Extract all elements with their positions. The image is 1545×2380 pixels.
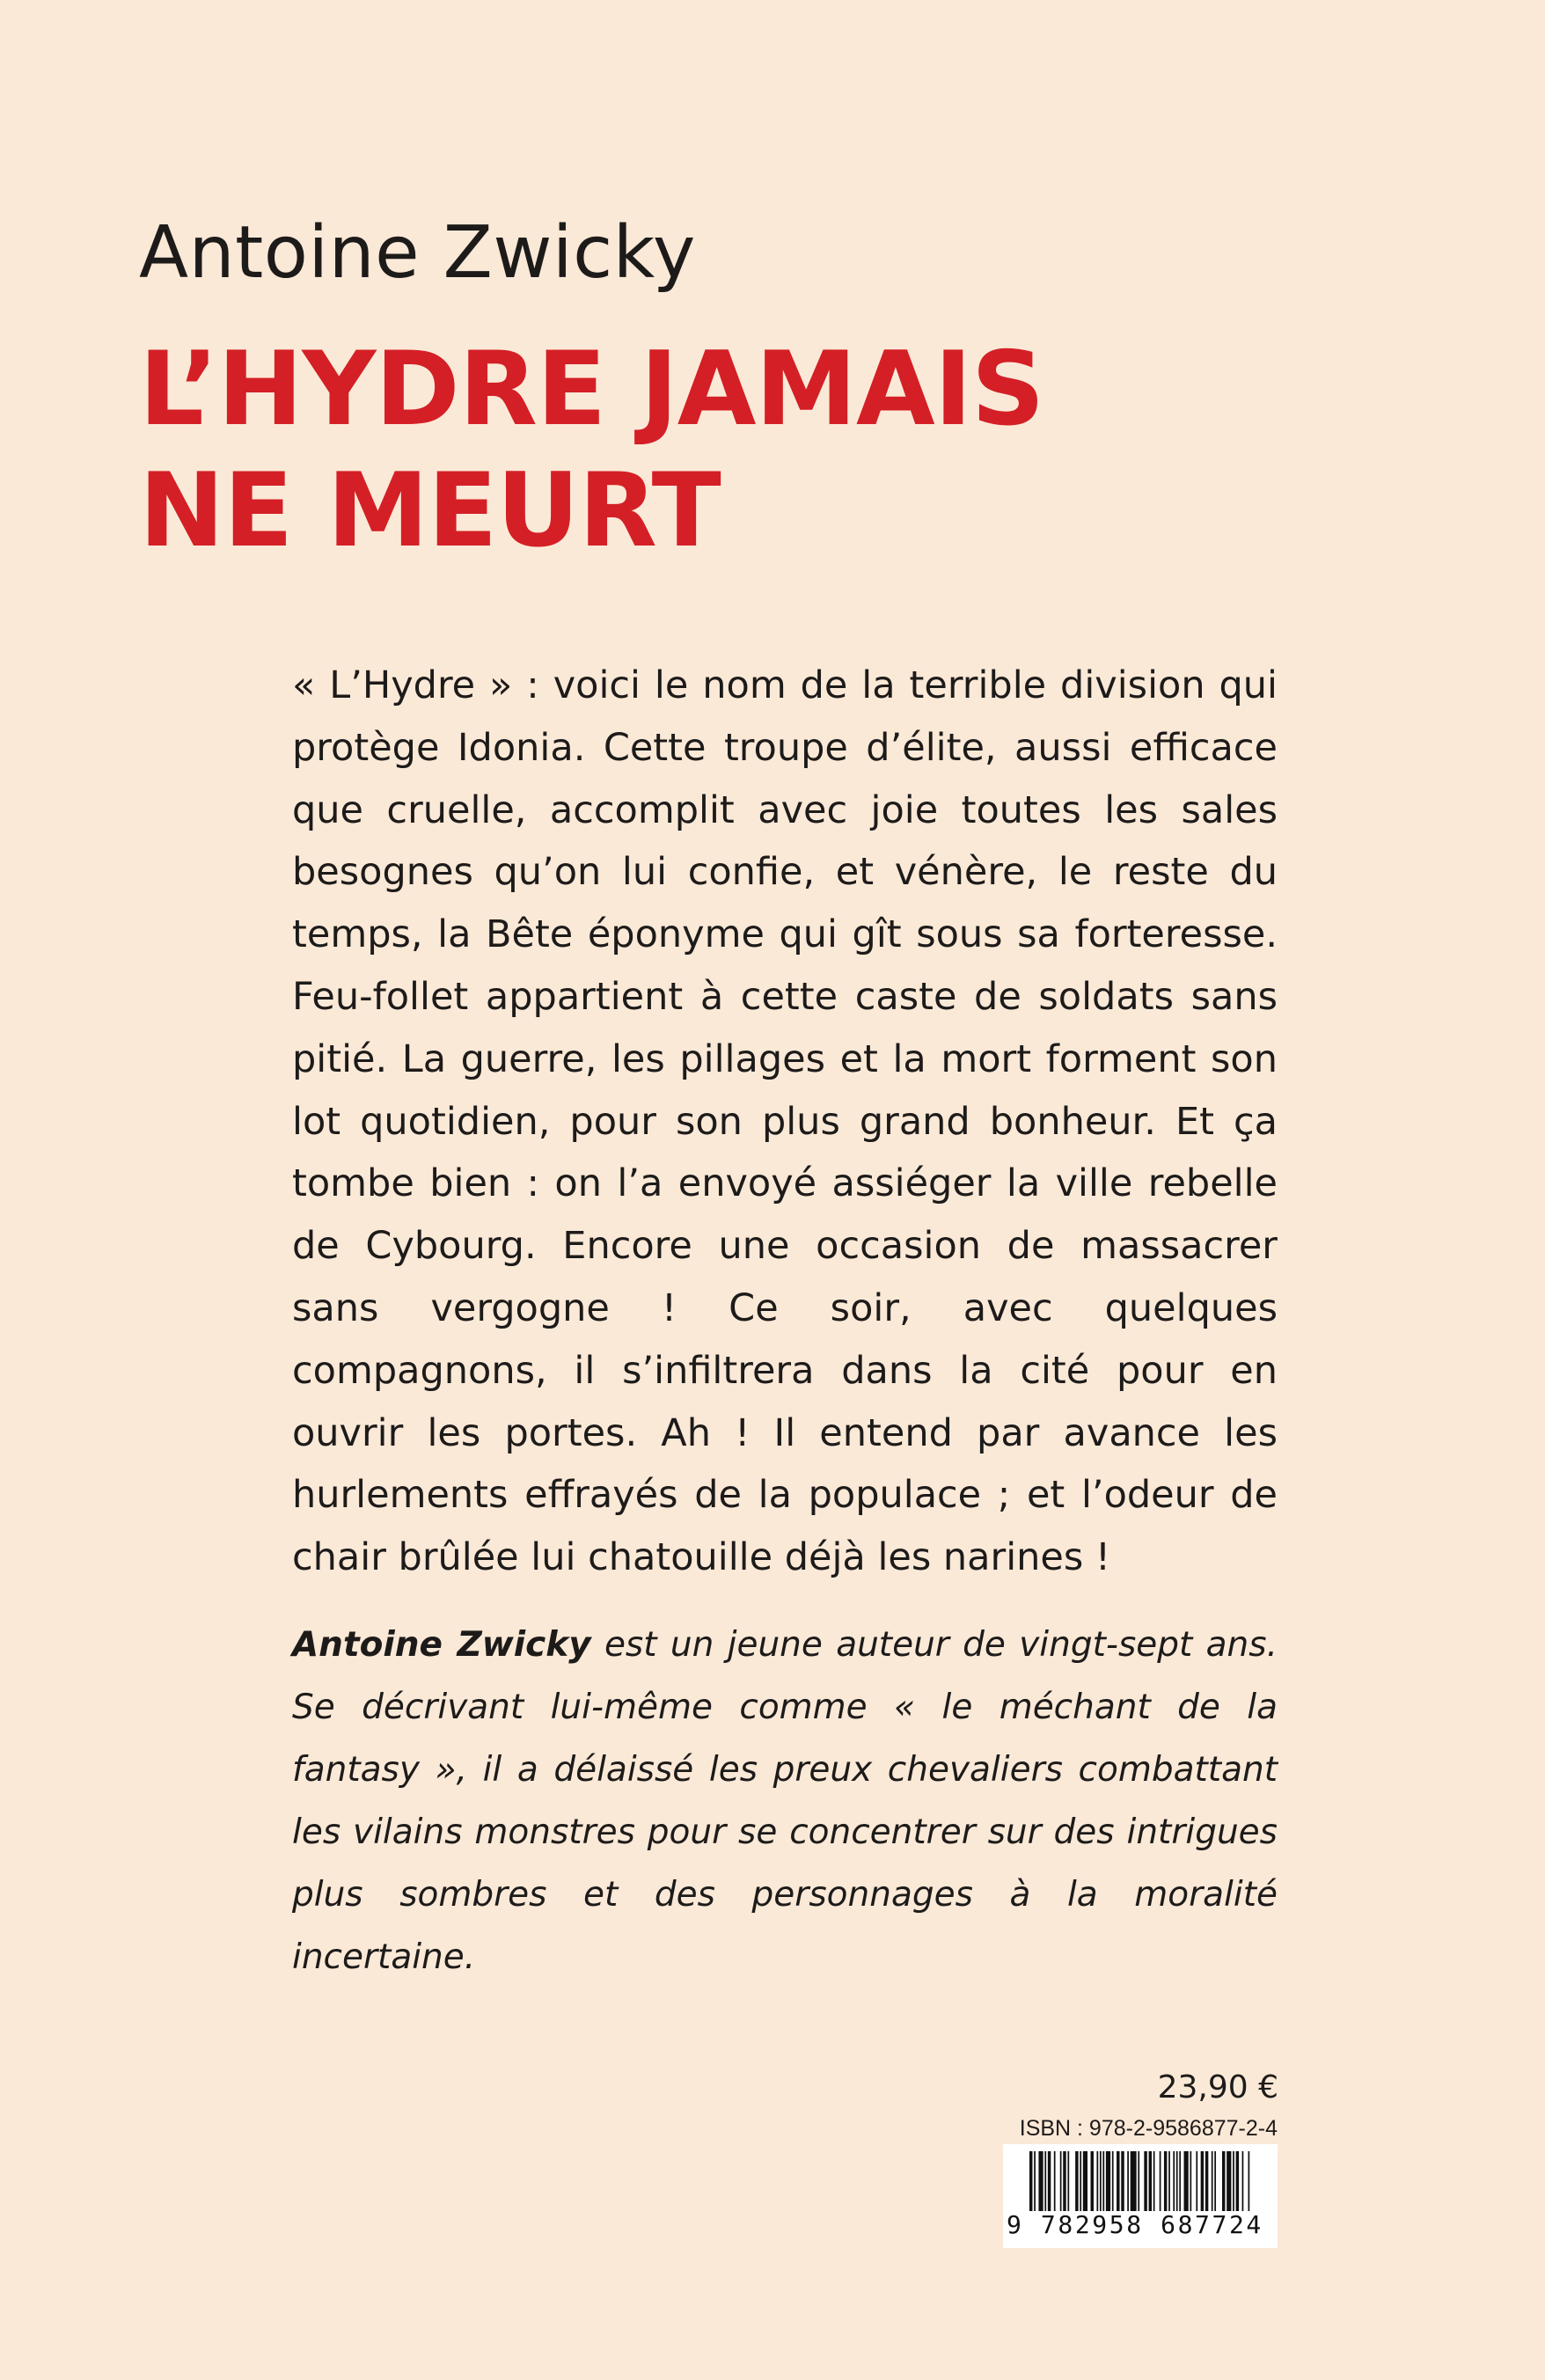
- author-name: Antoine Zwicky: [139, 211, 696, 295]
- barcode-bar: [1112, 2151, 1114, 2211]
- barcode-bar: [1054, 2151, 1056, 2211]
- barcode-bar: [1205, 2151, 1208, 2211]
- barcode-bar: [1091, 2151, 1094, 2211]
- barcode-bar: [1176, 2151, 1178, 2211]
- barcode-bar: [1029, 2151, 1032, 2211]
- barcode-bar: [1102, 2151, 1104, 2211]
- author-bio: [292, 1614, 1278, 1988]
- barcode-bar: [1184, 2151, 1189, 2211]
- barcode-digits: 9 782958 687724: [1007, 2210, 1263, 2239]
- barcode: [1003, 2144, 1278, 2248]
- barcode-bar: [1173, 2151, 1175, 2211]
- author-bio-name: Antoine Zwicky: [292, 1625, 591, 1665]
- book-title-line-1: L’HYDRE JAMAIS: [139, 330, 1044, 449]
- isbn-label: ISBN : 978-2-9586877-2-4: [1019, 2116, 1278, 2141]
- barcode-bar: [1048, 2151, 1051, 2211]
- barcode-bar: [1153, 2151, 1155, 2211]
- barcode-bar: [1168, 2151, 1170, 2211]
- barcode-bar: [1038, 2151, 1043, 2211]
- barcode-bar: [1242, 2151, 1244, 2211]
- barcode-bar: [1044, 2151, 1046, 2211]
- barcode-bar: [1060, 2151, 1062, 2211]
- barcode-bars-icon: [1029, 2151, 1251, 2211]
- barcode-bar: [1160, 2151, 1161, 2211]
- barcode-bar: [1034, 2151, 1036, 2211]
- book-title: [139, 329, 1043, 572]
- barcode-bar: [1233, 2151, 1234, 2211]
- barcode-bar: [1117, 2151, 1119, 2211]
- barcode-bar: [1080, 2151, 1081, 2211]
- barcode-bar: [1121, 2151, 1124, 2211]
- barcode-bar: [1131, 2151, 1137, 2211]
- barcode-bar: [1063, 2151, 1065, 2211]
- barcode-bar: [1138, 2151, 1139, 2211]
- barcode-bar: [1214, 2151, 1216, 2211]
- barcode-bar: [1226, 2151, 1231, 2211]
- barcode-bar: [1149, 2151, 1152, 2211]
- barcode-bar: [1144, 2151, 1146, 2211]
- barcode-bar: [1100, 2151, 1102, 2211]
- barcode-bar: [1067, 2151, 1069, 2211]
- barcode-bar: [1083, 2151, 1087, 2211]
- barcode-bar: [1179, 2151, 1181, 2211]
- barcode-bar: [1127, 2151, 1129, 2211]
- barcode-bar: [1190, 2151, 1191, 2211]
- barcode-bar: [1222, 2151, 1225, 2211]
- barcode-bar: [1236, 2151, 1239, 2211]
- barcode-bar: [1212, 2151, 1213, 2211]
- barcode-bar: [1196, 2151, 1197, 2211]
- author-bio-text: est un jeune auteur de vingt-sept ans. Se décrivant lui-même comme « le méchant de la fantasy », il a délaissé les preux chevaliers combattant les vilains monstres pour se concentrer sur des intrigues plus sombres et des personnages à la moralité incertaine.: [292, 1625, 1278, 1977]
- barcode-bar: [1106, 2151, 1110, 2211]
- barcode-bar: [1201, 2151, 1204, 2211]
- barcode-bar: [1096, 2151, 1098, 2211]
- synopsis-paragraph: « L’Hydre » : voici le nom de la terrible division qui protège Idonia. Cette troupe d’élite, aussi efficace que cruelle, accomplit avec joie toutes les sales besognes qu’on lui confie, et vénère, le reste du temps, la Bête éponyme qui gît sous sa forteresse. Feu-follet appartient à cette caste de soldats sans pitié. La guerre, les pillages et la mort forment son lot quotidien, pour son plus grand bonheur. Et ça tombe bien : on l’a envoyé assiéger la ville rebelle de Cybourg. Encore une occasion de massacrer sans vergogne ! Ce soir, avec quelques compagnons, il s’infiltrera dans la cité pour en ouvrir les portes. Ah ! Il entend par avance les hurlements effrayés de la populace ; et l’odeur de chair brûlée lui chatouille déjà les narines !: [292, 663, 1278, 1580]
- barcode-bar: [1164, 2151, 1167, 2211]
- book-title-line-2: NE MEURT: [139, 451, 721, 570]
- barcode-bar: [1075, 2151, 1078, 2211]
- barcode-bar: [1248, 2151, 1250, 2211]
- price-label: 23,90 €: [1157, 2069, 1278, 2105]
